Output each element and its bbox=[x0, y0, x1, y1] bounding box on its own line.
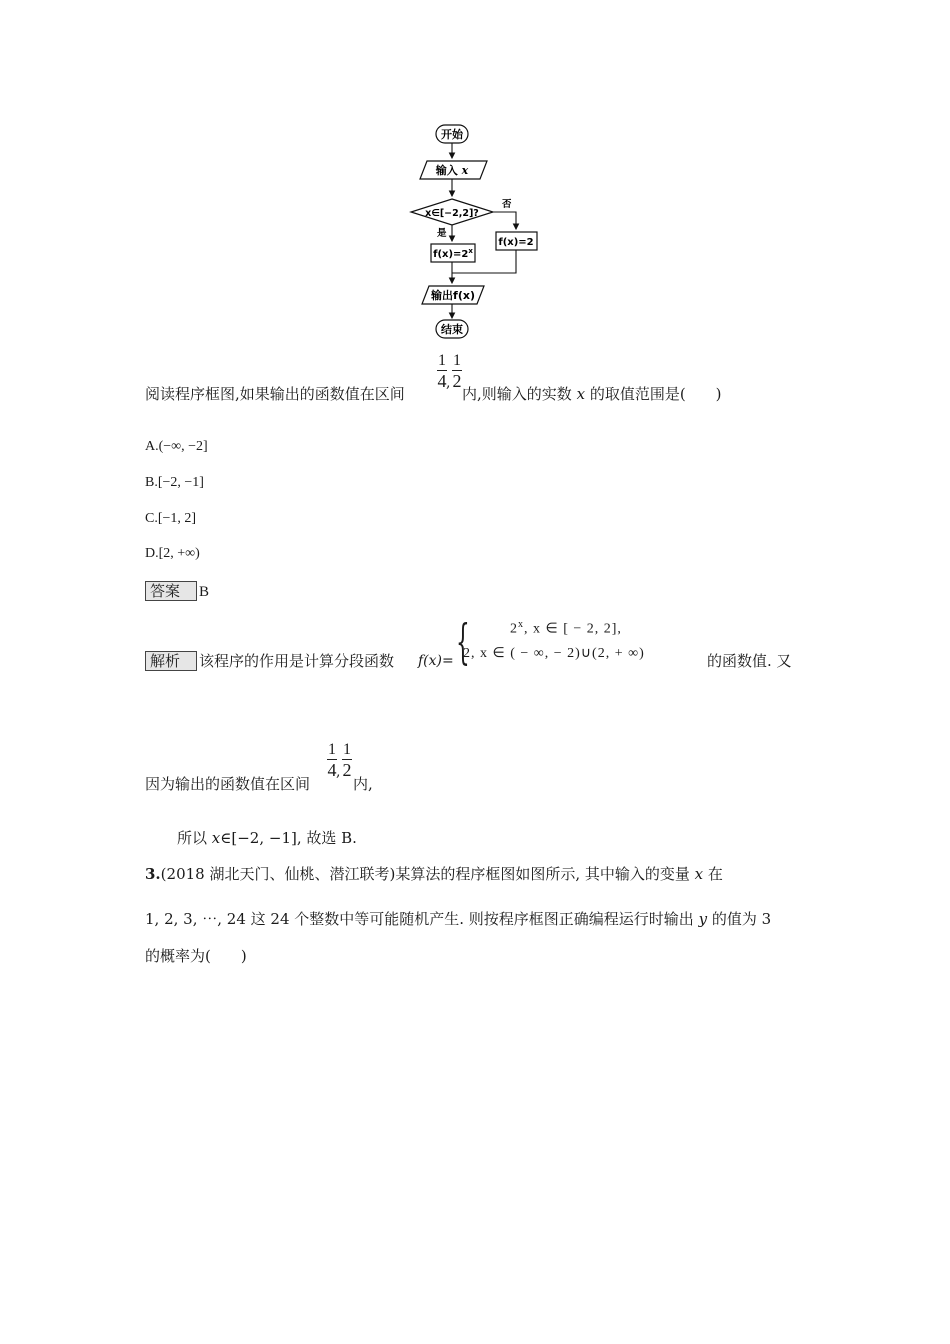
input-var: x bbox=[461, 164, 469, 177]
start-label: 开始 bbox=[441, 128, 463, 141]
right-process-label: f(x)=2 bbox=[498, 237, 534, 248]
no-label: 否 bbox=[502, 199, 512, 210]
analysis-row: 解析 该程序的作用是计算分段函数 bbox=[145, 651, 394, 671]
left-process-label: f(x)=2 bbox=[433, 249, 469, 260]
option-c: C.[−1, 2] bbox=[145, 511, 197, 526]
answer-tag: 答案 bbox=[145, 581, 197, 601]
fraction-half-2: 1 2 bbox=[342, 741, 352, 780]
problem-3-line-1: 3.(2018 湖北天门、仙桃、潜江联考)某算法的程序框图如图所示, 其中输入的变量 x 在 bbox=[145, 865, 723, 883]
piecewise-brace: { bbox=[456, 614, 470, 670]
fraction-quarter: 1 4 bbox=[437, 352, 447, 391]
answer-row bbox=[145, 581, 209, 602]
svg-text:f(x)=2x bbox=[433, 247, 473, 260]
fraction-quarter-2: 1 4 bbox=[327, 741, 337, 780]
yes-label: 是 bbox=[437, 228, 447, 239]
problem-3-line-3: 的概率为( ) bbox=[145, 947, 247, 965]
left-process-sup: x bbox=[468, 247, 473, 255]
svg-text:输出f(x) bbox=[430, 288, 475, 302]
flowchart bbox=[400, 118, 560, 348]
problem-3-line-2: 1, 2, 3, ⋯, 24 这 24 个整数中等可能随机产生. 则按程序框图正确编程运行时输出 y 的值为 3 bbox=[145, 910, 772, 928]
fraction-half: 1 2 bbox=[452, 352, 462, 391]
decision-label: x∈[−2,2]? bbox=[425, 208, 479, 219]
piecewise-case-2: 2, x ∈ ( − ∞, − 2)∪(2, + ∞) bbox=[463, 646, 645, 661]
function-name: f(x)= bbox=[418, 653, 454, 669]
piecewise-case-1: 2$^x$, x ∈ [ − 2, 2], bbox=[510, 619, 622, 637]
analysis-line-3: 所以 x∈[−2, −1], 故选 B. bbox=[177, 829, 357, 847]
end-label: 结束 bbox=[441, 323, 463, 336]
svg-text:输入 x bbox=[435, 163, 469, 177]
analysis-line-2-tail: 内, bbox=[353, 775, 373, 793]
analysis-tag: 解析 bbox=[145, 651, 197, 671]
question-stem-tail: 内,则输入的实数 x 的取值范围是( ) bbox=[462, 385, 722, 403]
input-label: 输入 bbox=[435, 164, 458, 177]
output-label: 输出 bbox=[431, 289, 454, 302]
option-a: A.(−∞, −2] bbox=[145, 439, 208, 454]
option-b: B.[−2, −1] bbox=[145, 475, 204, 490]
question-stem: 阅读程序框图,如果输出的函数值在区间 bbox=[145, 385, 405, 403]
option-d: D.[2, +∞) bbox=[145, 546, 200, 561]
answer-value: B bbox=[199, 584, 210, 600]
analysis-tail: 的函数值. 又 bbox=[707, 652, 792, 670]
analysis-line-2: 因为输出的函数值在区间 bbox=[145, 775, 311, 793]
output-fn: f(x) bbox=[453, 289, 475, 302]
